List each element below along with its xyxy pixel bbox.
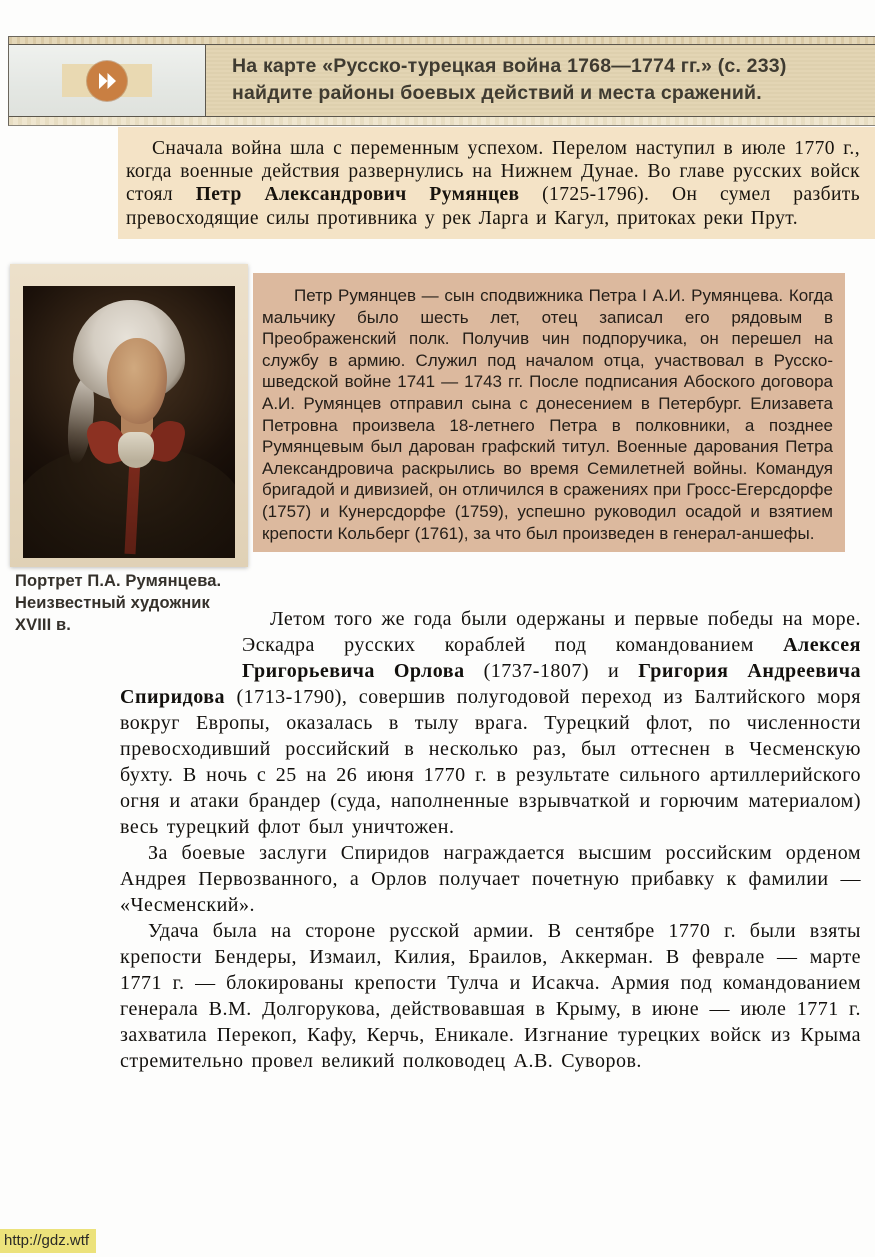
body-text: (1713-1790), совершив полугодовой переход из Балтийского моря вокруг Европы, оказалась в тылу врага. Турецкий флот, по численности превосходивший российский в несколько раз, был оттеснен в Чесменскую бухту. В ночь с 25 на 26 июня 1770 г. в результате сильного артиллерийского огня и атаки брандер (суда, наполненные взрывчаткой и горючим материалом) весь турецкий флот был уничтожен. (120, 686, 861, 838)
icon-band (62, 64, 152, 97)
body-text: Летом того же года были одержаны и первые победы на море. Эскадра русских кораблей под командованием (242, 608, 861, 656)
banner-texture-strip (9, 37, 875, 45)
portrait-figure (10, 264, 248, 567)
person-name-orlov: Алексея Григорьевича Орлова (242, 634, 861, 682)
biography-box (253, 273, 845, 552)
banner-texture-strip (9, 116, 875, 125)
biography-text: Петр Румянцев — сын сподвижника Петра I А.И. Румянцева. Когда мальчику было шесть лет, отец записал его рядовым в Преображенский полк. Получив чин подпоручика, он перешел на службу в армию. Служил под началом отца, участвовал в Русско-шведской войне 1741 — 1743 гг. После подписания Абоского договора А.И. Румянцев отправил сына с донесением в Петербург. Елизавета Петровна произвела 18-летнего Петра в полковники, а позднее Румянцевым был дарован графский титул. Военные дарования Петра Александровича раскрылись во время Семилетней войны. Командуя бригадой и дивизией, он отличился в сражениях при Гросс-Егерсдорфе (1757) и Кунерсдорфе (1759), успешно руководил осадой и взятием крепости Кольберг (1761), за что был произведен в генерал-аншефы. (262, 286, 833, 543)
paragraph-fortresses: Удача была на стороне русской армии. В сентябре 1770 г. были взяты крепости Бендеры, Измаил, Килия, Браилов, Аккерман. В феврале — марте 1771 г. — блокированы крепости Тулча и Исакча. Армия под командованием генерала В.М. Долгорукова, действовавшая в Крыму, в июне — июле 1771 г. захватила Перекоп, Кафу, Керчь, Еникале. Изгнание турецких войск из Крыма стремительно провел великий полководец А.В. Суворов. (120, 920, 861, 1072)
portrait-painting (23, 286, 235, 558)
task-text: На карте «Русско-турецкая война 1768—1774 гг.» (с. 233) найдите районы боевых действий и места сражений. (206, 45, 875, 116)
intro-paragraph (118, 127, 875, 239)
fast-forward-icon (87, 61, 127, 101)
watermark-link[interactable]: http://gdz.wtf (0, 1229, 96, 1253)
body-text: (1737-1807) и (464, 660, 639, 682)
intro-text: Сначала война шла с переменным успехом. Перелом наступил в июле 1770 г., когда военные действия развернулись на Нижнем Дунае. Во главе русских войск стоял (126, 138, 860, 206)
intro-text: (1725-1796). Он сумел разбить превосходящие силы противника у рек Ларга и Кагул, притоках реки Прут. (126, 184, 860, 229)
portrait-cravat (118, 432, 154, 468)
portrait-wrap-spacer (120, 606, 242, 659)
task-banner (8, 36, 875, 126)
portrait-caption: Портрет П.А. Румянцева. Неизвестный художник XVIII в. (15, 572, 222, 634)
portrait-face (107, 338, 167, 424)
main-text (120, 606, 861, 1074)
paragraph-awards: За боевые заслуги Спиридов награждается высшим российским орденом Андрея Первозванного, а Орлов получает почетную прибавку к фамилии — «Чесменский». (120, 842, 861, 916)
banner-icon-cell (9, 45, 206, 116)
person-name-rumyantsev: Петр Александрович Румянцев (195, 184, 520, 206)
person-name-spiridov: Григория Андреевича Спиридова (120, 660, 861, 708)
